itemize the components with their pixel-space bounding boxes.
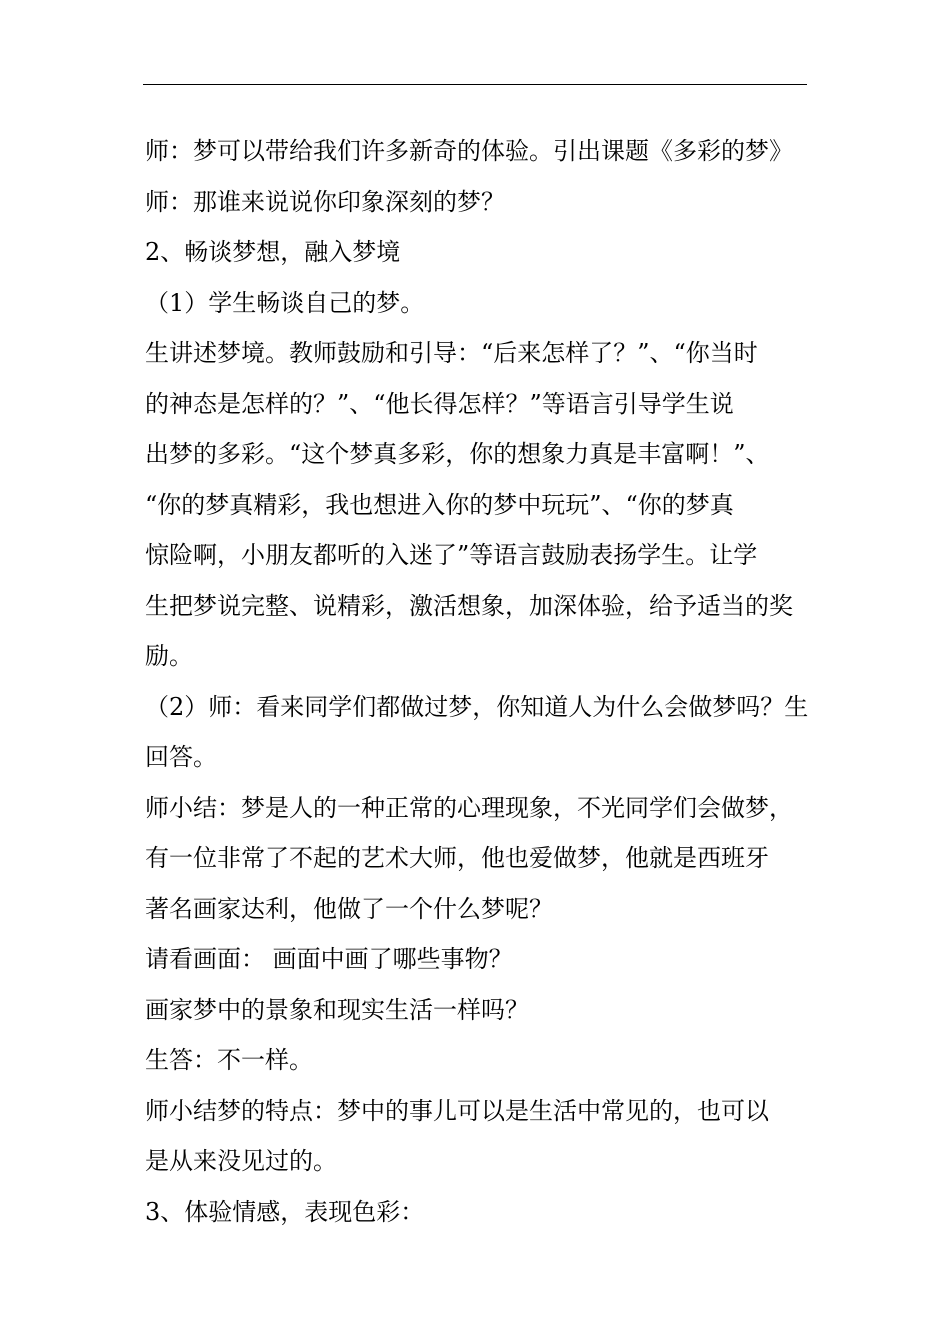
text-line: 师小结：梦是人的一种正常的心理现象，不光同学们会做梦， [145, 793, 793, 822]
section-heading: 3、体验情感，表现色彩： [145, 1197, 425, 1226]
section-heading: 2、畅谈梦想，融入梦境 [145, 238, 401, 266]
text-line: 著名画家达利，他做了一个什么梦呢？ [145, 894, 553, 923]
text-line: 惊险啊，小朋友都听的入迷了”等语言鼓励表扬学生。让学 [145, 541, 758, 569]
text-line: 请看画面： 画面中画了哪些事物？ [145, 945, 513, 973]
text-line: “你的梦真精彩，我也想进入你的梦中玩玩”、“你的梦真 [145, 490, 734, 519]
document-body [145, 126, 809, 1237]
text-line: 出梦的多彩。“这个梦真多彩，你的想象力真是丰富啊！”、 [145, 440, 770, 468]
text-line: 师小结梦的特点：梦中的事儿可以是生活中常见的，也可以 [145, 1096, 769, 1125]
text-line: 回答。 [145, 743, 217, 771]
text-line: 画家梦中的景象和现实生活一样吗？ [145, 995, 529, 1024]
text-line: 有一位非常了不起的艺术大师，他也爱做梦，他就是西班牙 [145, 844, 769, 872]
text-line: 师：那谁来说说你印象深刻的梦？ [145, 187, 505, 216]
text-line: 的神态是怎样的？”、“他长得怎样？”等语言引导学生说 [145, 389, 734, 418]
text-line: 生答：不一样。 [145, 1046, 313, 1074]
subsection-heading: （1）学生畅谈自己的梦。 [145, 288, 425, 317]
text-line: 生讲述梦境。教师鼓励和引导：“后来怎样了？”、“你当时 [145, 339, 758, 367]
text-line: 生把梦说完整、说精彩，激活想象，加深体验，给予适当的奖 [145, 591, 793, 620]
text-line: 励。 [145, 642, 193, 670]
text-line: （2）师：看来同学们都做过梦，你知道人为什么会做梦吗？生 [145, 692, 809, 721]
text-line: 是从来没见过的。 [145, 1147, 337, 1175]
text-line: 师：梦可以带给我们许多新奇的体验。引出课题《多彩的梦》 [145, 137, 793, 165]
header-rule [143, 84, 807, 85]
